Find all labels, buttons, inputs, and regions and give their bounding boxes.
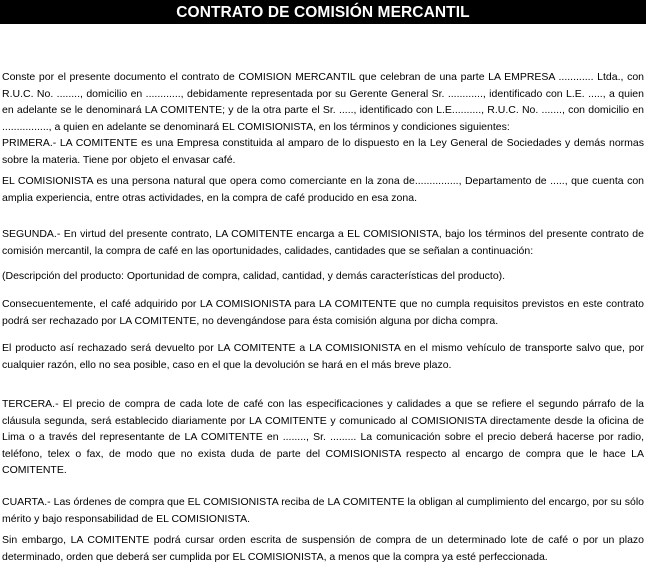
paragraph-descripcion: (Descripción del producto: Oportunidad de compra, calidad, cantidad, y demás características del producto). — [2, 270, 506, 282]
paragraph-comisionista: EL COMISIONISTA es una persona natural que opera como comerciante en la zona de..............., Departamento de ....., que cuenta con amplia experiencia, entre otras actividades, en la compra de café producido en esa zona. — [2, 175, 644, 204]
paragraph-sin-embargo: Sin embargo, LA COMITENTE podrá cursar orden escrita de suspensión de compra de un determinado lote de café o por un plazo determinado, orden que deberá ser cumplida por EL COMISIONISTA, a menos que la compra ya esté perfeccionada. — [2, 534, 644, 563]
paragraph-consecuentemente: Consecuentemente, el café adquirido por LA COMISIONISTA para LA COMITENTE que no cumpla requisitos previstos en este contrato podrá ser rechazado por LA COMITENTE, no devengándose para ésta comisión alguna por dicha compra. — [2, 298, 644, 327]
paragraph-preamble: Conste por el presente documento el contrato de COMISION MERCANTIL que celebran de una parte LA EMPRESA ............ Ltda., con R.U.C. No. ........, domicilio en ............, debidamente representada por su Gerente General Sr. ............, identificado con L.E. ....., a quien en adelante se le denominará LA COMITENTE; y de la otra parte el Sr. ....., identificado con L.E.........., R.U.C. No. ......., con domicilio en ................, a quien en adelante se denominará EL COMISIONISTA, en los términos y condiciones siguientes: — [2, 71, 644, 133]
document-title: CONTRATO DE COMISIÓN MERCANTIL — [0, 0, 646, 24]
paragraph-producto-rechazado: El producto así rechazado será devuelto por LA COMITENTE a LA COMISIONISTA en el mismo vehículo de transporte salvo que, por cualquier razón, ello no sea posible, caso en el que la devolución se hará en el más breve plazo. — [2, 342, 644, 371]
paragraph-segunda: SEGUNDA.- En virtud del presente contrato, LA COMITENTE encarga a EL COMISIONISTA, bajo los términos del presente contrato de comisión mercantil, la compra de café en las oportunidades, calidades, cantidades que se señalan a continuación: — [2, 228, 644, 257]
paragraph-cuarta: CUARTA.- Las órdenes de compra que EL COMISIONISTA reciba de LA COMITENTE la obligan al cumplimiento del encargo, por su sólo mérito y bajo responsabilidad de EL COMISIONISTA. — [2, 496, 644, 525]
paragraph-primera: PRIMERA.- LA COMITENTE es una Empresa constituida al amparo de lo dispuesto en la Ley General de Sociedades y demás normas sobre la materia. Tiene por objeto el envasar café. — [2, 137, 644, 166]
paragraph-tercera: TERCERA.- El precio de compra de cada lote de café con las especificaciones y calidades a que se refiere el segundo párrafo de la cláusula segunda, será establecido diariamente por LA COMITENTE y comunicado al COMISIONISTA directamente desde la oficina de Lima o a través del representante de LA COMITENTE en ........, Sr. ......... La comunicación sobre el precio deberá hacerse por radio, teléfono, telex o fax, de modo que no exista duda de parte del COMISIONISTA respecto al encargo de compra que le hace LA COMITENTE. — [2, 398, 644, 477]
